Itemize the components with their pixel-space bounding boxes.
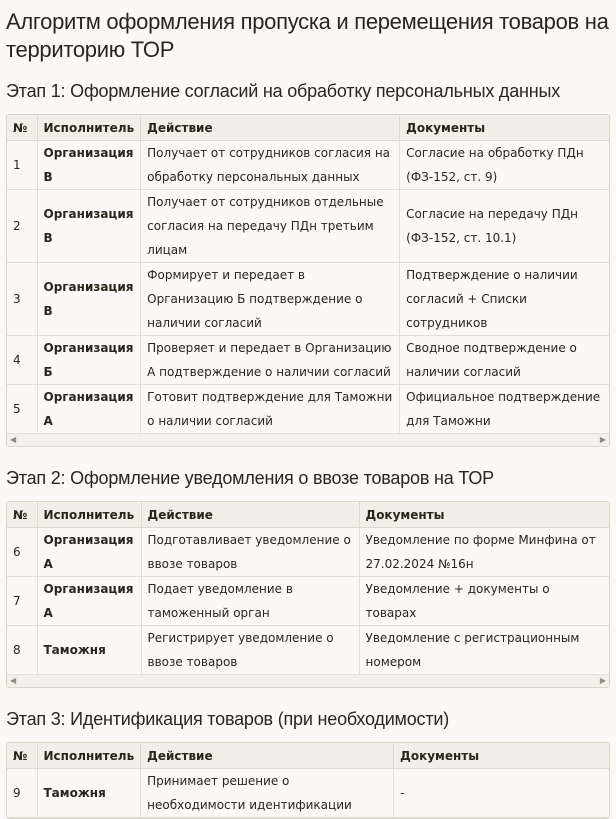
table-header-row bbox=[7, 743, 609, 769]
row-docs: Уведомление с регистрационным номером bbox=[359, 626, 609, 675]
row-action: Получает от сотрудников согласия на обработку персональных данных bbox=[141, 141, 400, 190]
col-action-header: Действие bbox=[141, 502, 359, 528]
row-number: 6 bbox=[7, 528, 37, 577]
stage-3-table bbox=[7, 743, 609, 818]
row-docs: Официальное подтверждение для Таможни bbox=[400, 385, 609, 434]
stage-2-horizontal-scrollbar[interactable] bbox=[7, 675, 609, 687]
col-num-header: № bbox=[7, 743, 37, 769]
triangle-right-icon[interactable]: ▶ bbox=[599, 676, 606, 685]
row-number: 4 bbox=[7, 336, 37, 385]
stage-2-table bbox=[7, 502, 609, 675]
row-number: 1 bbox=[7, 141, 37, 190]
row-action: Принимает решение о необходимости идентификации bbox=[141, 769, 394, 818]
row-docs: - bbox=[394, 769, 609, 818]
col-num-header: № bbox=[7, 115, 37, 141]
row-executor: Организация В bbox=[37, 263, 141, 336]
stage-1-table bbox=[7, 115, 609, 434]
row-number: 2 bbox=[7, 190, 37, 263]
row-action: Подготавливает уведомление о ввозе товаров bbox=[141, 528, 359, 577]
stage-3-table-wrapper bbox=[6, 742, 610, 819]
stage-1-table-wrapper bbox=[6, 114, 610, 447]
row-action: Регистрирует уведомление о ввозе товаров bbox=[141, 626, 359, 675]
row-action: Получает от сотрудников отдельные согласия на передачу ПДн третьим лицам bbox=[141, 190, 400, 263]
table-row bbox=[7, 263, 609, 336]
row-number: 3 bbox=[7, 263, 37, 336]
col-docs-header: Документы bbox=[400, 115, 609, 141]
stage-1-horizontal-scrollbar[interactable] bbox=[7, 434, 609, 446]
table-row bbox=[7, 336, 609, 385]
row-executor: Организация А bbox=[37, 528, 141, 577]
table-row bbox=[7, 769, 609, 818]
table-row bbox=[7, 528, 609, 577]
page-title: Алгоритм оформления пропуска и перемещения товаров на территорию ТОР bbox=[6, 9, 609, 62]
table-row bbox=[7, 141, 609, 190]
row-executor: Организация Б bbox=[37, 336, 141, 385]
row-docs: Уведомление по форме Минфина от 27.02.2024 №16н bbox=[359, 528, 609, 577]
stage-1-heading: Этап 1: Оформление согласий на обработку персональных данных bbox=[6, 81, 561, 101]
row-number: 8 bbox=[7, 626, 37, 675]
row-action: Формирует и передает в Организацию Б подтверждение о наличии согласий bbox=[141, 263, 400, 336]
row-number: 7 bbox=[7, 577, 37, 626]
table-row bbox=[7, 577, 609, 626]
row-executor: Таможня bbox=[37, 769, 141, 818]
col-executor-header: Исполнитель bbox=[37, 115, 141, 141]
col-docs-header: Документы bbox=[359, 502, 609, 528]
row-executor: Организация В bbox=[37, 190, 141, 263]
triangle-left-icon[interactable]: ◀ bbox=[10, 435, 17, 444]
row-docs: Уведомление + документы о товарах bbox=[359, 577, 609, 626]
col-executor-header: Исполнитель bbox=[37, 502, 141, 528]
table-header-row bbox=[7, 502, 609, 528]
table-row bbox=[7, 626, 609, 675]
table-row bbox=[7, 190, 609, 263]
triangle-left-icon[interactable]: ◀ bbox=[10, 676, 17, 685]
col-action-header: Действие bbox=[141, 115, 400, 141]
row-executor: Организация В bbox=[37, 141, 141, 190]
stage-2-table-wrapper bbox=[6, 501, 610, 688]
row-docs: Согласие на обработку ПДн (ФЗ-152, ст. 9) bbox=[400, 141, 609, 190]
col-num-header: № bbox=[7, 502, 37, 528]
row-action: Готовит подтверждение для Таможни о наличии согласий bbox=[141, 385, 400, 434]
row-docs: Подтверждение о наличии согласий + Списки сотрудников bbox=[400, 263, 609, 336]
row-number: 5 bbox=[7, 385, 37, 434]
row-executor: Таможня bbox=[37, 626, 141, 675]
row-executor: Организация А bbox=[37, 577, 141, 626]
row-docs: Согласие на передачу ПДн (ФЗ-152, ст. 10.1) bbox=[400, 190, 609, 263]
row-action: Проверяет и передает в Организацию А подтверждение о наличии согласий bbox=[141, 336, 400, 385]
col-action-header: Действие bbox=[141, 743, 394, 769]
table-header-row bbox=[7, 115, 609, 141]
triangle-right-icon[interactable]: ▶ bbox=[599, 435, 606, 444]
table-row bbox=[7, 385, 609, 434]
col-executor-header: Исполнитель bbox=[37, 743, 141, 769]
row-action: Подает уведомление в таможенный орган bbox=[141, 577, 359, 626]
row-docs: Сводное подтверждение о наличии согласий bbox=[400, 336, 609, 385]
stage-2-heading: Этап 2: Оформление уведомления о ввозе товаров на ТОР bbox=[6, 468, 494, 488]
row-executor: Организация А bbox=[37, 385, 141, 434]
stage-3-heading: Этап 3: Идентификация товаров (при необходимости) bbox=[6, 709, 450, 729]
row-number: 9 bbox=[7, 769, 37, 818]
col-docs-header: Документы bbox=[394, 743, 609, 769]
